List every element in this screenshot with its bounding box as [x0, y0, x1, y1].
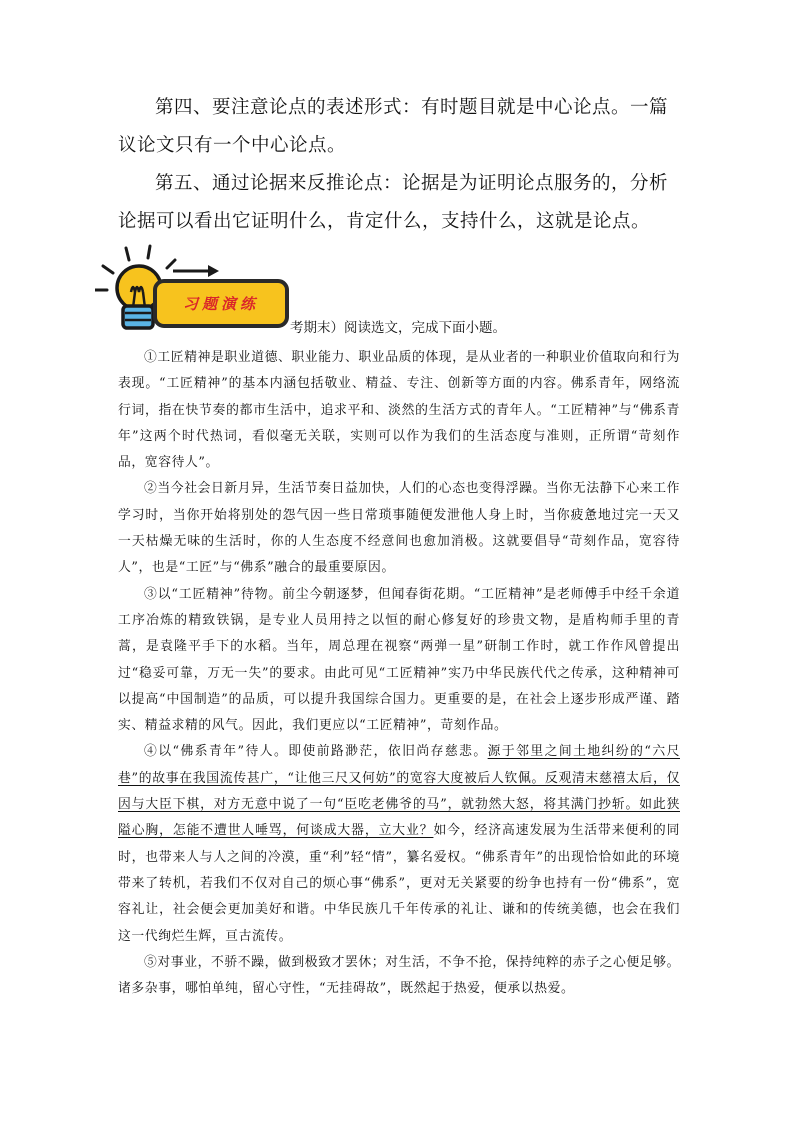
intro-point-5: [118, 165, 678, 241]
reading-passage: [118, 345, 680, 1002]
passage-paragraph-1: ①工匠精神是职业道德、职业能力、职业品质的体现，是从业者的一种职业价值取向和行为表现。“工匠精神”的基本内涵包括敬业、精益、专注、创新等方面的内容。佛系青年，网络流行词，指在快节奏的都市生活中，追求平和、淡然的生活方式的青年人。“工匠精神”与“佛系青年”这两个时代热词，看似毫无关联，实则可以作为我们的生活态度与准则，正所谓“苛刻作品，宽容待人”。: [118, 350, 680, 471]
passage-paragraph-3: ③以“工匠精神”待物。前尘今朝逐梦，但闻春街花期。“工匠精神”是老师傅手中经千余道工序冶炼的精致铁锅，是专业人员用持之以恒的耐心修复好的珍贵文物，是盾构师手里的青蒿，是袁隆平手下的水稻。当年，周总理在视察“两弹一星”研制工作时，就工作作风曾提出过“稳妥可靠，万无一失”的要求。由此可见“工匠精神”实乃中华民族代代之传承，这种精神可以提高“中国制造”的品质，可以提升我国综合国力。更重要的是，在社会上逐步形成严谨、踏实、精益求精的风气。因此，我们更应以“工匠精神”，苛刻作品。: [118, 586, 680, 734]
passage-paragraph-2: ②当今社会日新月异，生活节奏日益加快，人们的心态也变得浮躁。当你无法静下心来工作学习时，当你开始将别处的怨气因一些日常琐事随便发泄他人身上时，当你疲惫地过完一天又一天枯燥无味的生活时，你的人生态度不经意间也愈加消极。这就要倡导“苛刻作品，宽容待人”，也是“工匠”与“佛系”融合的最重要原因。: [118, 481, 680, 576]
intro-point-4: [118, 89, 678, 165]
paragraph-4-opening: ④以“佛系青年”待人。即使前路渺茫，依旧尚存慈悲。: [144, 744, 488, 760]
point4-text: 第四、要注意论点的表述形式：有时题目就是中心论点。一篇议论文只有一个中心论点。: [118, 97, 669, 156]
badge-label: 习题演练: [182, 295, 259, 313]
point5-text: 第五、通过论据来反推论点：论据是为证明论点服务的，分析论据可以看出它证明什么，肯定什么，支持什么，这就是论点。: [118, 173, 669, 232]
question-prompt: 考期末）阅读选文，完成下面小题。: [290, 320, 506, 336]
paragraph-4-rest: 如今，经济高速发展为生活带来便利的同时，也带来人与人之间的冷漠，重“利”轻“情”，纂名爱权。“佛系青年”的出现恰恰如此的环境带来了转机，若我们不仅对自己的烦心事“佛系”，更对无关紧要的纷争也持有一份“佛系”，宽容礼让，社会便会更加美好和谐。中华民族几千年传承的礼让、谦和的传统美德，也会在我们这一代绚烂生辉，亘古流传。: [118, 823, 680, 944]
underlined-sentence: 源于邻里之间土地纠纷的“六尺巷”的故事在我国流传甚广，“让他三尺又何妨”的宽容大度被后人钦佩。反观清末慈禧太后，仅因与大臣下棋，对方无意中说了一句“臣吃老佛爷的马”，就勃然大怒，将其满门抄斩。如此狭隘心胸，怎能不遭世人唾骂，何谈成大器，立大业？: [118, 744, 680, 839]
passage-paragraph-4: [118, 739, 680, 949]
practice-badge: [95, 240, 305, 340]
badge-label-box: [153, 279, 289, 328]
passage-paragraph-5: ⑤对事业，不骄不躁，做到极致才罢休；对生活，不争不抢，保持纯粹的赤子之心便足够。诸多杂事，哪怕单纯，留心守性，“无挂碍故”，既然起于热爱，便承以热爱。: [118, 954, 680, 997]
